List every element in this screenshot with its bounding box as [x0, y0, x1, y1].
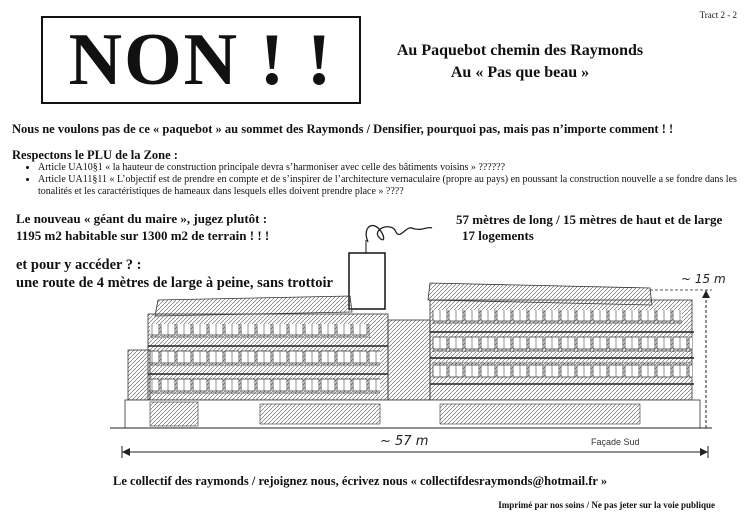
tract-number: Tract 2 - 2 — [699, 10, 737, 20]
collectif-contact: Le collectif des raymonds / rejoignez nous, écrivez nous « collectifdesraymonds@hotmail.fr » — [113, 474, 608, 488]
plu-title: Respectons le PLU de la Zone : — [12, 148, 178, 162]
middle-block — [388, 320, 430, 400]
height-note: ~ 15 m — [681, 272, 726, 286]
acces-line2: une route de 4 mètres de large à peine, sans trottoir — [16, 275, 333, 291]
plu-article-2: • Article UA11§11 « L’objectif est de prendre en compte et de s’inspirer de l’architecture vernaculaire (propre au pays) en poussant la construction nouvelle a se fondre dans les tonalités et les caractéristiques de hameaux dans lesquels elles doivent prendre place » ???? — [38, 174, 741, 198]
print-notice: Imprimé par nos soins / Ne pas jeter sur la voie publique — [498, 500, 715, 510]
tag-box — [349, 253, 385, 309]
facade-label: Façade Sud — [591, 437, 640, 447]
subtitle-line1: Au Paquebot chemin des Raymonds — [396, 42, 644, 59]
length-note: ~ 57 m — [380, 434, 429, 449]
subtitle-line2: Au « Pas que beau » — [450, 64, 590, 81]
geant-line2: 1195 m2 habitable sur 1300 m2 de terrain ! ! ! — [16, 228, 270, 243]
headline: NON ! ! — [68, 19, 334, 101]
intro-text: Nous ne voulons pas de ce « paquebot » au sommet des Raymonds / Densifier, pourquoi pas, mais pas n’importe comment ! ! — [12, 122, 674, 136]
dimensions-line1: 57 mètres de long / 15 mètres de haut et de large — [456, 212, 723, 227]
acces-line1: et pour y accéder ? : — [16, 257, 142, 273]
roof-left — [155, 296, 352, 316]
geant-line1: Le nouveau « géant du maire », jugez plutôt : — [16, 211, 268, 226]
plu-article-1: • Article UA10§1 « la hauteur de construction principale devra s’harmoniser avec celle des bâtiments voisins » ?????? — [38, 162, 741, 174]
dimensions-line2: 17 logements — [462, 228, 534, 243]
scribble-icon — [366, 226, 432, 242]
